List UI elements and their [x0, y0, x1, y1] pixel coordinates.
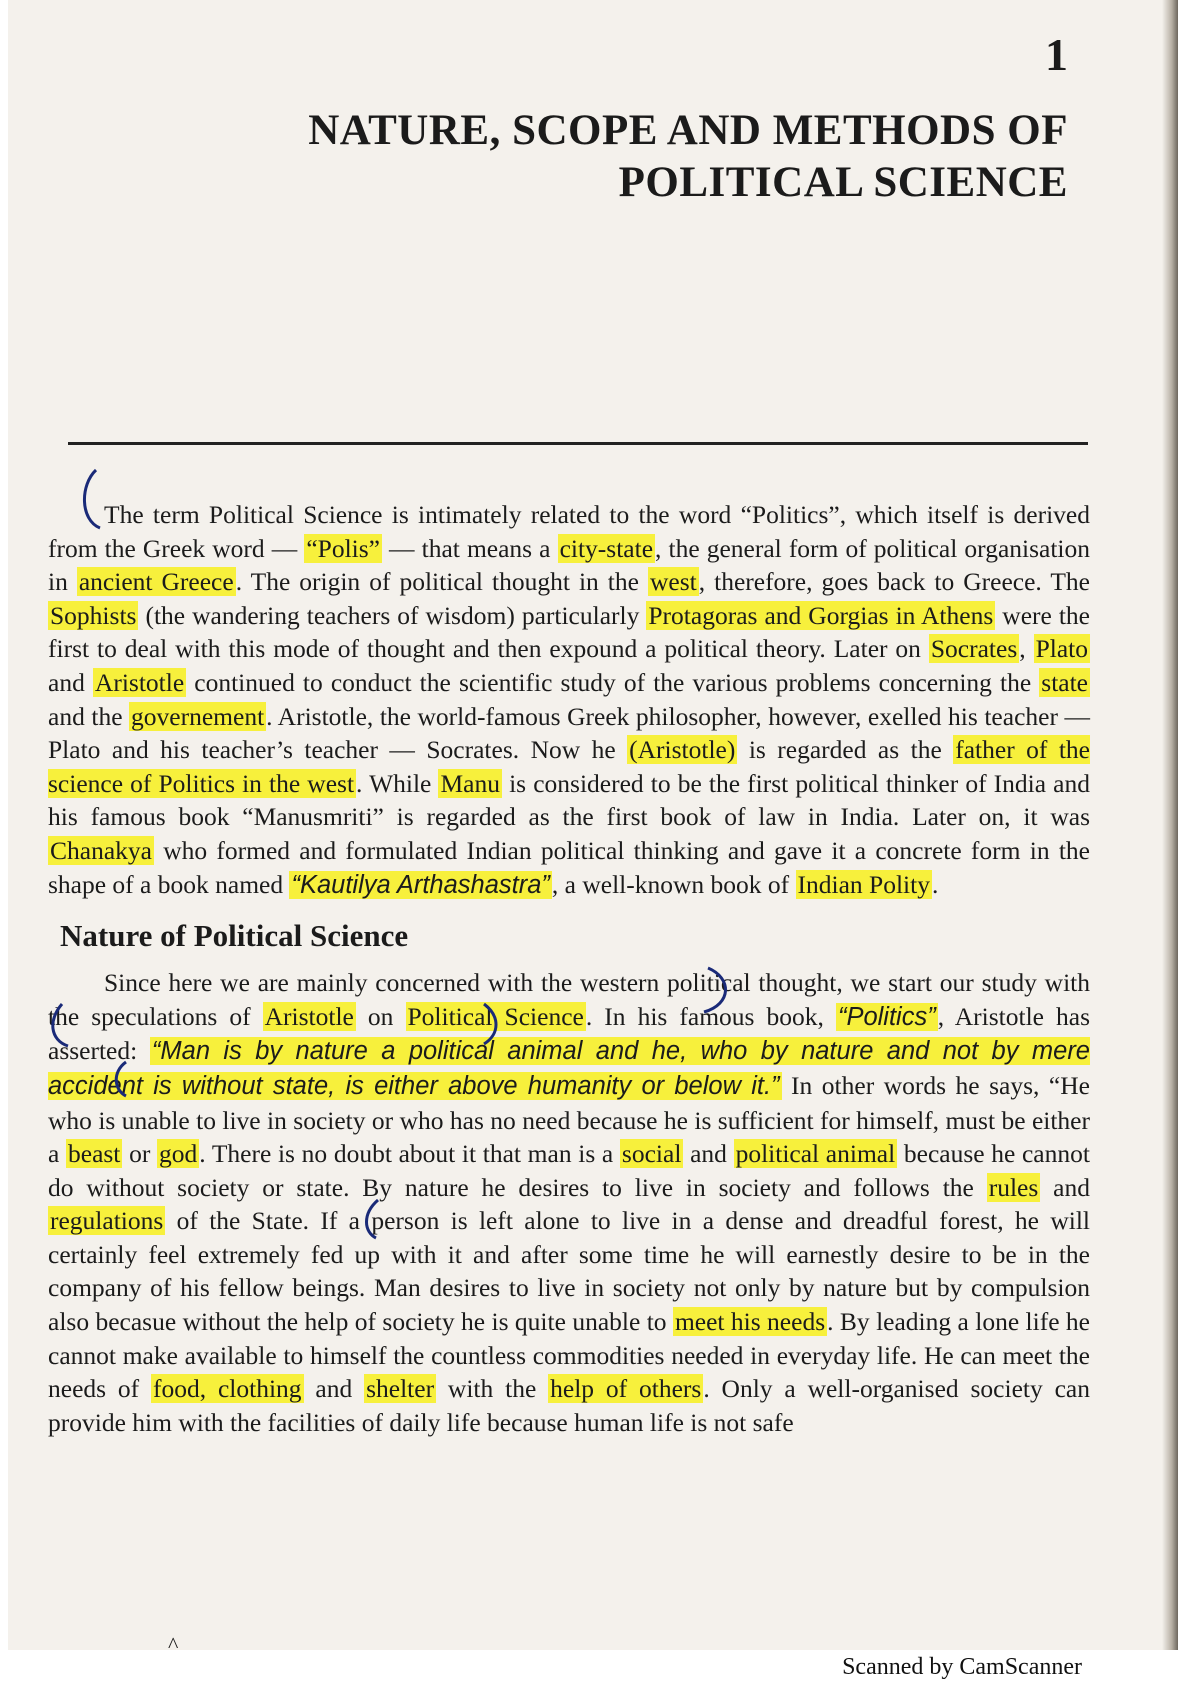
highlight: west	[649, 567, 697, 597]
highlight: (Aristotle)	[629, 735, 736, 765]
chapter-title	[168, 105, 1068, 209]
body-text	[48, 498, 1090, 1439]
chapter-title-line-1: NATURE, SCOPE AND METHODS OF	[308, 107, 1068, 154]
text-run: is considered to be the first political thinker of India and his famous book “Manusmriti” is regarded as the first book of law in India. Later on, it was	[48, 768, 1090, 832]
highlight: Socrates	[930, 634, 1018, 664]
text-run: — that means a	[381, 533, 558, 563]
highlight: meet his needs	[674, 1307, 826, 1337]
highlight: food, clothing	[153, 1374, 302, 1404]
highlight: Protagoras and Gorgias in Athens	[648, 600, 994, 630]
text-run: . Aristotle, the world-famous Greek philosopher, however, exelled his teacher — Plato and his teacher’s teacher — Socrates. Now he	[48, 701, 1090, 765]
text-run: (the wandering teachers of wisdom) particularly	[138, 600, 647, 630]
highlight: shelter	[366, 1374, 435, 1404]
text-run: and the	[48, 701, 130, 731]
highlight: “Man is by nature a political animal and he, who by nature and not by mere accident is without state, is either above humanity or below it.”	[48, 1037, 1090, 1100]
highlight: “Politics”	[837, 1002, 936, 1031]
text-run: and	[303, 1374, 365, 1404]
highlight: Plato	[1035, 634, 1088, 664]
text-run: , the general form of political organisation in	[48, 533, 1091, 597]
highlight: political animal	[735, 1139, 896, 1169]
highlight: Sophists	[50, 600, 137, 630]
text-run: on	[355, 1001, 406, 1031]
scanned-page	[8, 0, 1178, 1650]
title-divider	[68, 442, 1088, 445]
text-run: , a well-known book of	[551, 869, 796, 899]
text-run: is regarded as the	[737, 735, 954, 765]
text-run: with the	[436, 1374, 549, 1404]
highlight: governement	[131, 701, 265, 731]
text-run: and	[48, 667, 93, 697]
highlight: “Kautilya Arthashastra”	[291, 870, 550, 899]
text-run: . There is no doubt about it that man is a	[199, 1139, 620, 1169]
text-run: . The origin of political thought in the	[235, 567, 648, 597]
highlight: help of others	[550, 1374, 702, 1404]
highlight: Chanakya	[50, 835, 152, 865]
highlight: Manu	[440, 768, 500, 798]
chapter-title-line-2: POLITICAL SCIENCE	[618, 159, 1068, 206]
text-run: In other words he says, “He who is unable to live in society or who has no need because he is sufficient for himself, must be either a	[48, 1070, 1090, 1169]
text-run: or	[122, 1139, 157, 1169]
text-run: .	[931, 869, 939, 899]
highlight: Indian Polity	[797, 869, 930, 899]
text-run: continued to conduct the scientific study of the various problems concerning the	[186, 667, 1040, 697]
scanner-watermark: Scanned by CamScanner	[842, 1654, 1082, 1680]
text-run: . While	[356, 768, 439, 798]
text-run: , therefore, goes back to Greece. The	[698, 567, 1091, 597]
highlight: state	[1041, 667, 1088, 697]
text-run: . By leading a lone life he cannot make available to himself the countless commodities needed in everyday life. He can meet the needs of	[48, 1307, 1091, 1404]
highlight: Political Science	[407, 1001, 584, 1031]
text-run: who formed and formulated Indian political thinking and gave it a concrete form in the shape of a book named	[48, 835, 1090, 899]
highlight: beast	[68, 1139, 121, 1169]
text-run: The term Political Science is intimately related to the word “Politics”, which itself is derived from the Greek word —	[48, 500, 1090, 563]
highlight: Aristotle	[264, 1001, 354, 1031]
section-heading: Nature of Political Science	[60, 918, 409, 954]
text-run: of the State. If a person is left alone to live in a dense and dreadful forest, he will certainly feel extremely fed up with it and after some time he will earnestly desire to be in the company of his fellow beings. Man desires to live in society not only by nature but by compulsion also becasue without the help of society he is quite unable to	[48, 1206, 1090, 1337]
text-run: ,	[1019, 634, 1034, 664]
text-run: . In his famous book,	[585, 1001, 836, 1031]
paragraph-nature-of-political-science	[48, 966, 1090, 1439]
footer-mark: ^	[168, 1632, 179, 1650]
highlight: rules	[988, 1172, 1039, 1202]
text-run: . Only a well-organised society can provide him with the facilities of daily life because human life is not safe	[48, 1374, 1090, 1437]
text-run: , Aristotle has asserted:	[48, 1001, 1091, 1066]
highlight: “Polis”	[306, 533, 380, 563]
highlight: social	[621, 1139, 682, 1169]
text-run: were the first to deal with this mode of thought and then expound a political theory. Later on	[48, 600, 1090, 664]
highlight: Aristotle	[94, 667, 185, 697]
highlight: ancient Greece	[78, 567, 234, 597]
paragraph-origin-of-politics	[48, 498, 1090, 902]
text-run: Since here we are mainly concerned with the western political thought, we start our study with the speculations of	[48, 968, 1090, 1031]
text-run: and	[683, 1139, 734, 1169]
text-run: because he cannot do without society or state. By nature he desires to live in society and follows the	[48, 1139, 1090, 1202]
highlight: city-state	[559, 533, 654, 563]
chapter-number: 1	[1045, 29, 1068, 80]
text-run: and	[1040, 1172, 1090, 1202]
highlight: god	[159, 1139, 198, 1169]
highlight: regulations	[50, 1206, 164, 1236]
highlight: father of the science of Politics in the west	[48, 735, 1090, 798]
